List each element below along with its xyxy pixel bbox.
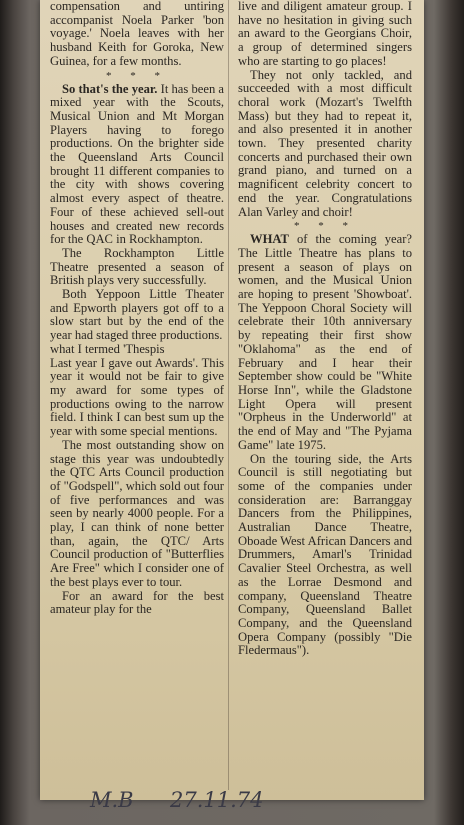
newspaper-clipping [40,0,424,800]
handwritten-annotation [60,782,360,816]
paragraph: On the touring side, the Arts Council is still negotiating but some of the companies under consideration are: Barranggay Dancers from the Philippines, Australian Dance Theatre, Oboade West African Dancers and Drummers, Amarl's Trinidad Cavalier Steel Orchestra, as well as the Lorrae Desmond and company, Queensland Theatre Company, Queensland Ballet Company, and the Queensland Opera Company (possibly "Die Fledermaus"). [238,451,412,658]
paragraph: They not only tackled, and succeeded with a most difficult choral work (Mozart's Twelfth Mass) but they had to repeat it, and also presented it in another town. They presented charity concerts and purchased their own grand piano, and turned on a magnificent celebrity concert to end the year. Congratulations Alan Varley and choir! [238,67,412,219]
paragraph-body: It has been a mixed year with the Scouts, Musical Union and Mt Morgan Players having to forego productions. On the brighter side the Queensland Arts Council brought 11 different companies to the city with shows covering almost every aspect of theatre. Four of these achieved sell-out houses and created new records for the QAC in Rockhampton. [50,81,225,247]
paragraph-lead: So that's the year. [62,81,158,96]
right-column [238,0,412,658]
paragraph-lead: WHAT [250,232,289,247]
paragraph: Both Yeppoon Little Theater and Epworth players got off to a slow start but by the end of the year had staged three productions. [50,287,224,343]
paragraph: Last year I gave out Awards'. This year it would not be fair to give my award for some types of productions owing to the narrow field. I think I can best sum up the year with some special mentions. [50,355,224,439]
paragraph: live and diligent amateur group. I have no hesitation in giving such an award to the Georgians Choir, a group of determined singers who are starting to go places! [238,0,412,68]
paragraph [50,83,224,247]
left-column [50,0,224,617]
paragraph: For an award for the best amateur play for the [50,588,224,617]
handwritten-date: 27.11.74 [170,788,264,812]
section-divider: * * * [294,220,356,233]
paragraph [238,233,412,452]
column-rule [228,0,229,790]
paragraph: The most outstanding show on stage this year was undoubtedly the QTC Arts Council production of "Godspell", which sold out four of five performances and was seen by nearly 4000 people. For a play, I can think of none better than, again, the QTC/ Arts Council production of "Butterflies Are Free" which I consider one of the best plays ever to tour. [50,437,224,589]
section-divider: * * * [106,69,168,82]
paragraph-body: of the coming year? The Little Theatre has plans to present a season of plays on women, and the Musical Union are hoping to present 'Showboat'. The Yeppoon Choral Society will celebrate their 10th anniversary by repeating their first show "Oklahoma" as the end of February and I hear their September show could be "White Horse Inn", while the Gladstone Light Opera will present "Orpheus in the Underworld" at the end of May and "The Pyjama Game" late 1975. [238,232,412,452]
handwritten-initials: M.B [90,788,134,812]
paragraph: what I termed 'Thespis [50,341,165,356]
paragraph: compensation and untiring accompanist Noela Parker 'bon voyage.' Noela leaves with her husband Keith for Goroka, New Guinea, for a few months. [50,0,224,68]
paragraph: The Rockhampton Little Theatre presented a season of British plays very successfully. [50,245,224,288]
